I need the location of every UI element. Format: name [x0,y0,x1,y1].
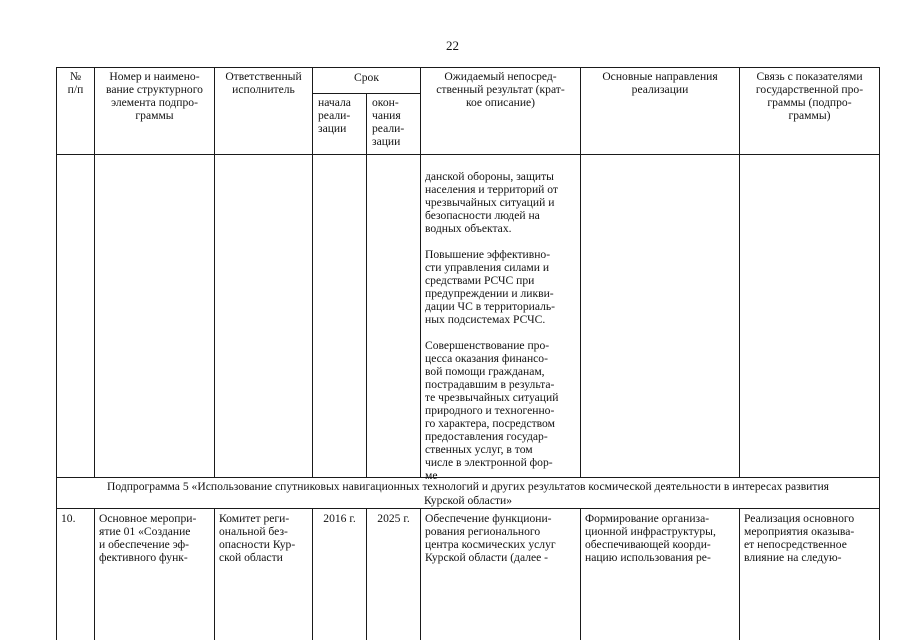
row10-divider-1 [94,508,95,640]
header-number: № п/п [67,70,84,96]
row10-divider-7 [739,508,740,640]
row10-directions: Формирование организа- ционной инфраструктуры, обеспечивающей коорди- нацию использования ре- [585,512,716,564]
header-directions: Основные направления реализации [602,70,718,96]
row10-end-year: 2025 г. [377,512,410,525]
header-term-end: окон- чания реали- зации [372,96,405,148]
col-divider-6 [580,67,581,477]
table-border-left [56,67,57,640]
row10-divider-6 [580,508,581,640]
row10-element-name: Основное меропри- ятие 01 «Создание и обеспечение эф- фективного функ- [99,512,197,564]
row10-divider-2 [214,508,215,640]
result-paragraph-3: Совершенствование про- цесса оказания финансо- вой помощи гражданам, пострадавшим в результа- те чрезвычайных ситуаций природного и техногенно- го характера, посредством предоставления государ- ственных услуг, в том числе в электронной фор- ме [425,339,559,482]
table-border-top [56,67,880,68]
header-element-name: Номер и наимено- вание структурного элемента подпро- граммы [106,70,203,122]
row10-start-year: 2016 г. [323,512,356,525]
col-divider-4 [366,93,367,477]
col-divider-7 [739,67,740,477]
row10-divider-3 [312,508,313,640]
continued-result-text [425,157,577,495]
header-expected-result: Ожидаемый непосред- ственный результат (крат- кое описание) [436,70,565,109]
result-paragraph-1: данской обороны, защиты населения и территорий от чрезвычайных ситуаций и безопасности людей на водных объектах. [425,170,558,235]
header-executor: Ответственный исполнитель [225,70,302,96]
header-indicator-link: Связь с показателями государственной про- граммы (подпро- граммы) [755,70,864,122]
subprogram-title: Подпрограмма 5 «Использование спутниковых навигационных технологий и других результатов космической деятельности в интересах развития Курской области» [106,480,829,507]
row10-indicator-link: Реализация основного мероприятия оказыва- ет непосредственное влияние на следую- [744,512,855,564]
header-term: Срок [354,71,379,84]
col-divider-1 [94,67,95,477]
subprogram-bottom-line [56,508,880,509]
col-divider-5 [420,67,421,477]
header-bottom-line [56,154,880,155]
row10-divider-5 [420,508,421,640]
header-term-start: начала реали- зации [318,96,351,135]
row10-divider-4 [366,508,367,640]
row10-number: 10. [61,512,76,525]
row10-expected-result: Обеспечение функциони- рования регионального центра космических услуг Курской области (далее - [425,512,556,564]
table-border-right [879,67,880,640]
col-divider-3 [312,67,313,477]
page-number: 22 [446,38,459,53]
row10-executor: Комитет реги- ональной без- опасности Кур- ской области [219,512,296,564]
result-paragraph-2: Повышение эффективно- сти управления силами и средствами РСЧС при предупреждении и ликви- дации ЧС в территориаль- ных подсистемах РСЧС. [425,248,555,326]
col-divider-2 [214,67,215,477]
